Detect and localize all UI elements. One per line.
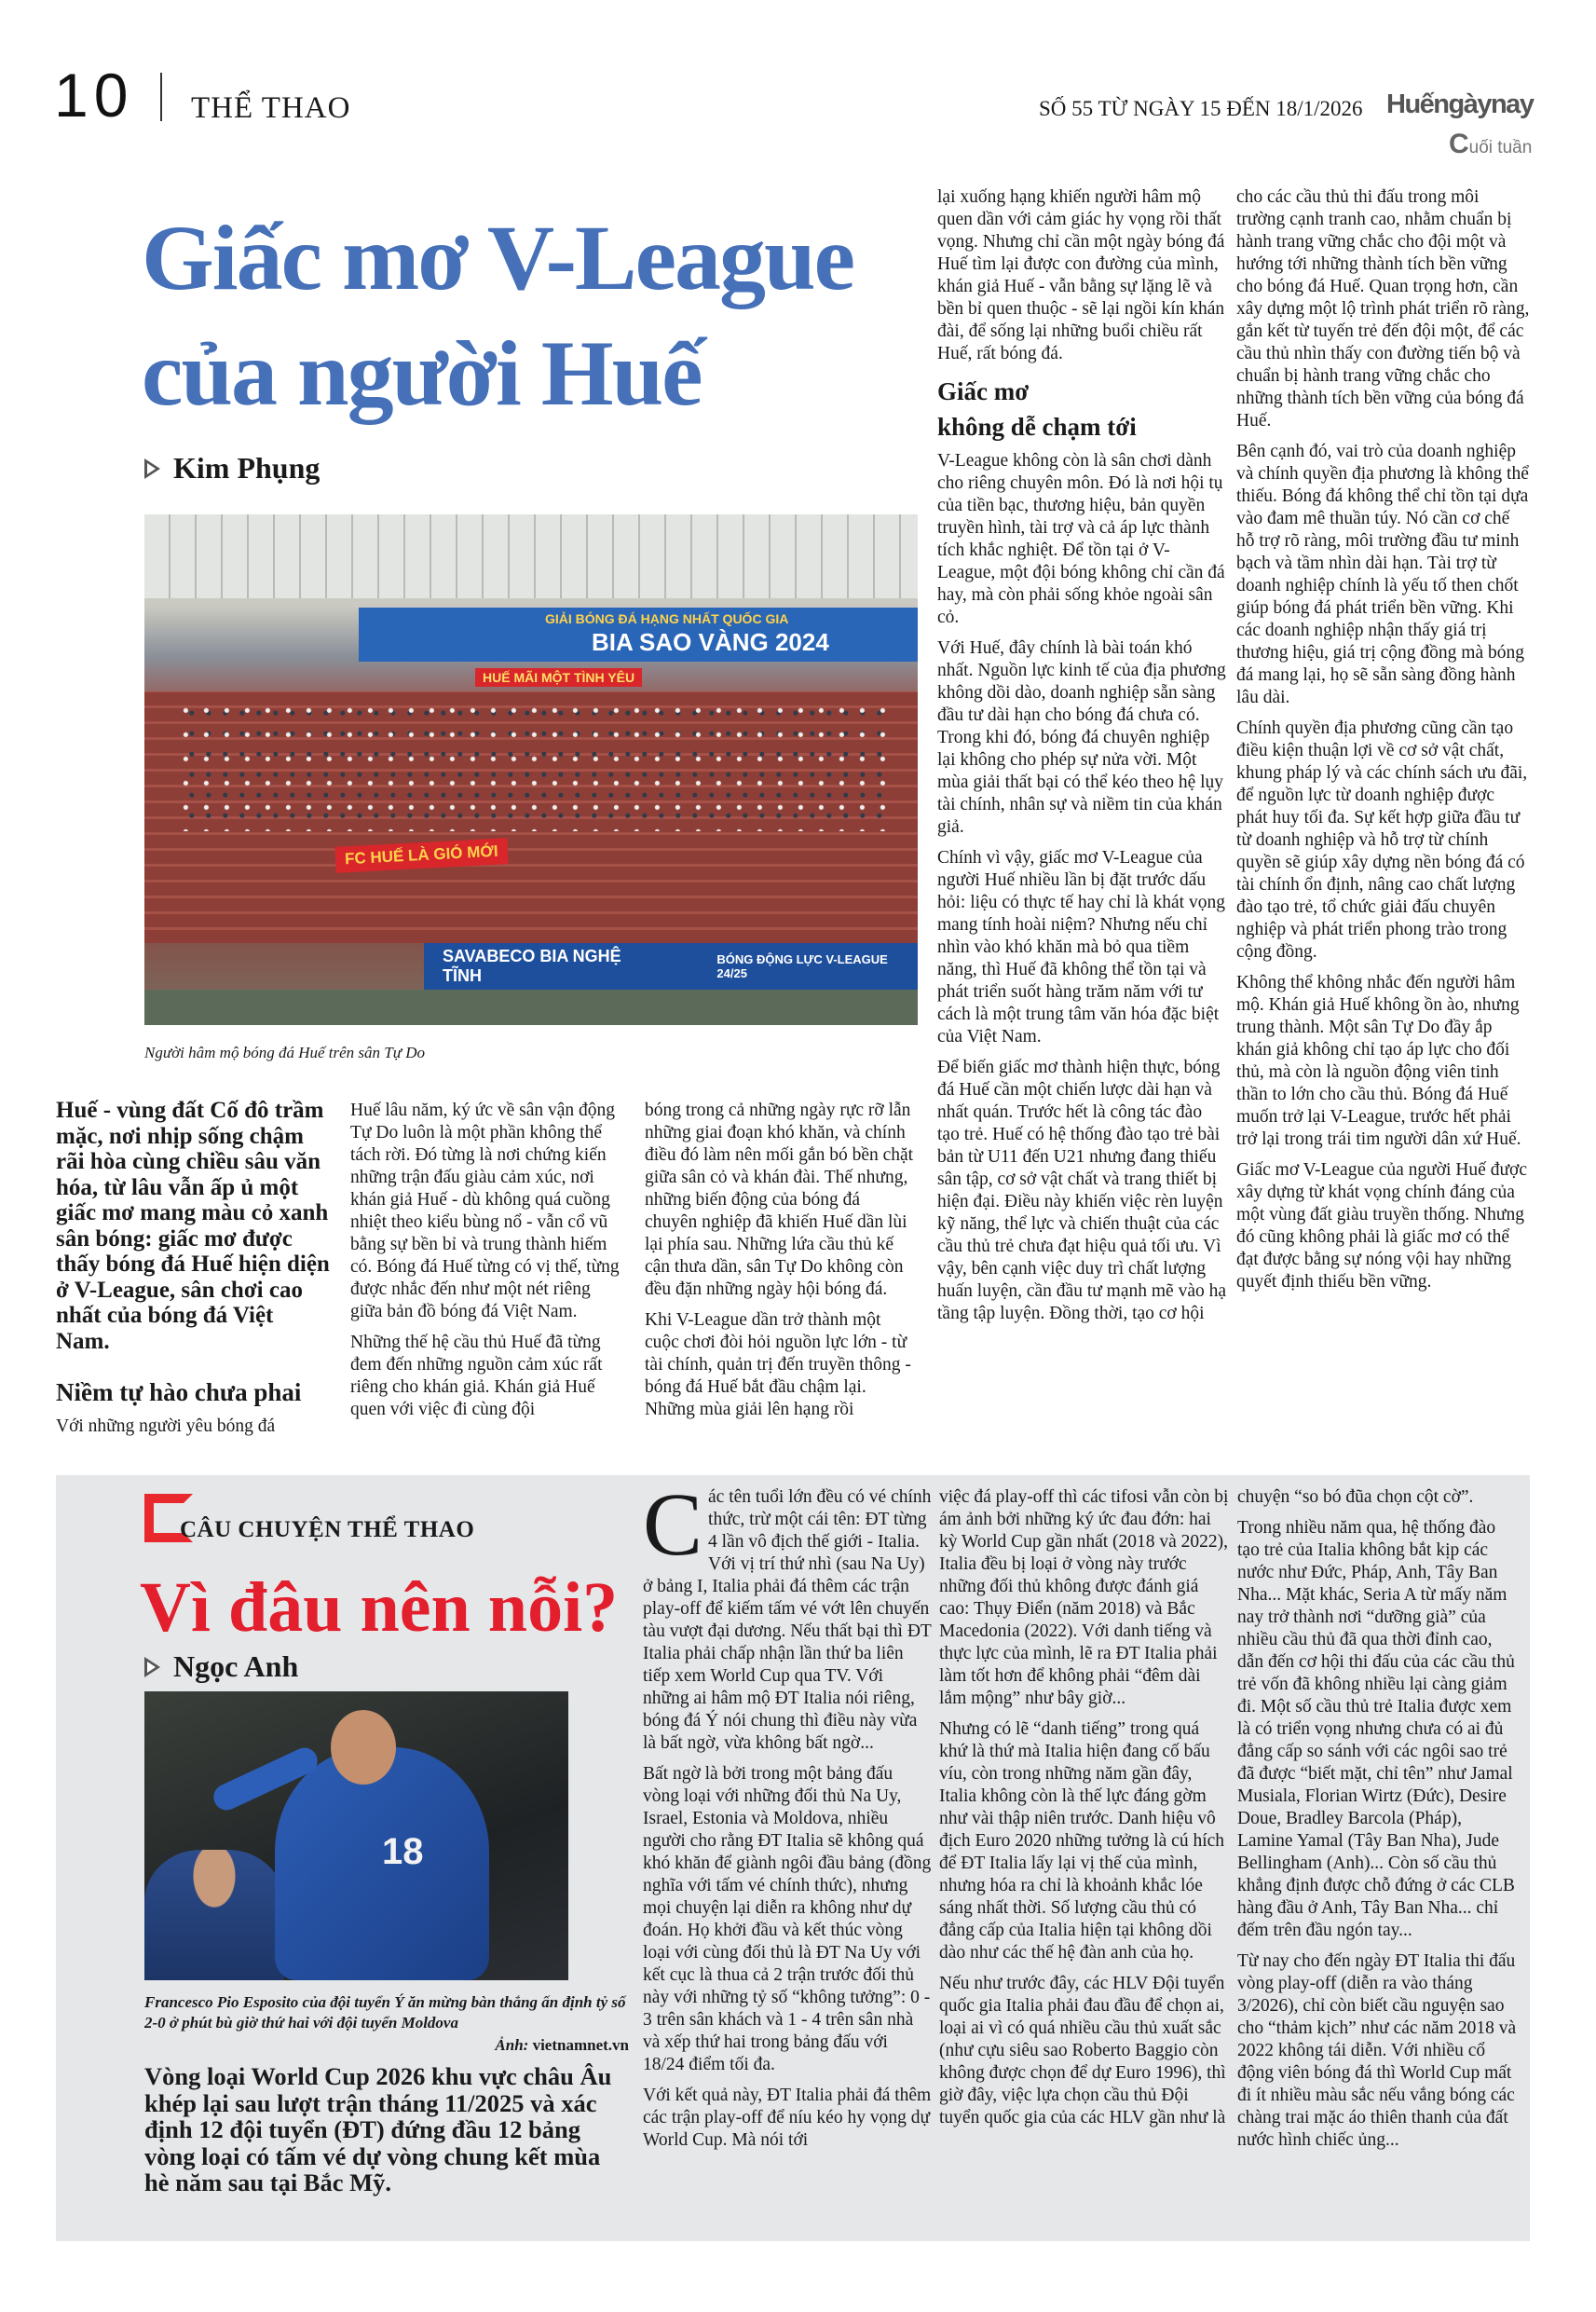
byline-triangle-icon: [144, 458, 160, 479]
paragraph-text: ác tên tuổi lớn đều có vé chính thức, trừ một cái tên: ĐT từng 4 lần vô địch thế giới - Italia. Với vị trí thứ nhì (sau Na Uy) ở bảng I, Italia phải đá thêm các trận play-off để kiếm tấm vé vớt lên chuyến tàu vượt đại dương. Nếu thất bại thì ĐT Italia phải chấp nhận lần thứ ba liên tiếp xem World Cup qua TV. Với những ai hâm mộ ĐT Italia nói riêng, bóng đá Ý nói chung thì điều này vừa là bất ngờ, vừa không bất ngờ...: [643, 1487, 932, 1753]
newspaper-logo-sub: [1449, 129, 1532, 160]
article2-column-2: [939, 1486, 1230, 2138]
paragraph: Giấc mơ V-League của người Huế được xây dựng từ khát vọng chính đáng của một vùng đất giàu truyền thống. Nhưng đó cũng không phải là giấc mơ có thể đạt được bằng sự nóng vội hay những quyết định thiếu bền vững.: [1236, 1160, 1527, 1292]
paragraph: Để biến giấc mơ thành hiện thực, bóng đá Huế cần một chiến lược dài hạn và nhất quán. Trước hết là công tác đào tạo trẻ. Huế có hệ thống đào tạo trẻ bài bản từ U11 đến U21 nhưng đang thiếu sân tập, cơ sở vật chất và trang thiết bị hiện đại. Điều này khiến việc rèn luyện kỹ năng, thể lực và chiến thuật của các cầu thủ trẻ chưa đạt hiệu quả tối ưu. Vì vậy, bên cạnh việc duy trì chất lượng huấn luyện, cần đầu tư mạnh mẽ vào hạ tầng tập luyện. Đồng thời, tạo cơ hội: [937, 1058, 1227, 1323]
article1-column-1: [56, 1098, 331, 1438]
paragraph: Khi V-League dần trở thành một cuộc chơi đòi hỏi nguồn lực lớn - từ tài chính, quản trị đến truyền thông - bóng đá Huế bắt đầu chậm lại. Những mùa giải lên hạng rồi: [645, 1310, 911, 1419]
column-4-body: [937, 450, 1226, 1325]
player-head: [331, 1710, 396, 1785]
article2-column-3: [1237, 1486, 1521, 2160]
author-name: Ngọc Anh: [173, 1649, 299, 1683]
article2-left-text: [144, 1992, 629, 2196]
subheading: Niềm tự hào chưa phai: [56, 1378, 302, 1406]
paragraph: lại xuống hạng khiến người hâm mộ quen dần với cảm giác hy vọng rồi thất vọng. Nhưng chỉ cần một ngày bóng đá Huế tìm lại được con đường của mình, khán giả Huế - vẫn bằng sự lặng lẽ và bền bỉ quen thuộc - sẽ lại ngồi kín khán đài, để sống lại những buổi chiều rất Huế, rất bóng đá.: [937, 187, 1225, 363]
subheading-line-2: không dễ chạm tới: [937, 413, 1137, 441]
drop-cap: C: [643, 1474, 703, 1574]
header-divider: [160, 73, 162, 121]
paragraph: Bất ngờ là bởi trong một bảng đấu vòng loại với những đối thủ Na Uy, Israel, Estonia và Moldova, nhiều người cho rằng ĐT Italia sẽ không quá khó khăn để giành ngôi đầu bảng (đồng nghĩa với tấm vé chính thức), nhưng mọi chuyện lại diễn ra không như dự đoán. Họ khởi đầu và kết thúc vòng loại với cùng đối thủ là ĐT Na Uy với kết cục là thua cả 2 trận trước đối thủ này với những tỷ số “không tưởng”: 0 - 3 trên sân khách và 1 - 4 trên sân nhà và xếp thứ hai trong bảng đấu với 18/24 điểm tối đa.: [643, 1764, 932, 2074]
paragraph: Trong nhiều năm qua, hệ thống đào tạo trẻ của Italia không bắt kịp các nước như Đức, Pháp, Anh, Tây Ban Nha... Mặt khác, Seria A từ mấy năm nay trở thành nơi “dưỡng già” của nhiều cầu thủ đã qua thời đỉnh cao, dẫn đến cơ hội thi đấu của các cầu thủ trẻ vốn đã không nhiều lại càng giảm đi. Một số cầu thủ trẻ Italia được xem là có triển vọng nhưng chưa có ai đủ đẳng cấp so sánh với các ngôi sao trẻ đã được “biết mặt, chỉ tên” như Jamal Musiala, Florian Wirtz (Đức), Desire Doue, Bradley Barcola (Pháp), Lamine Yamal (Tây Ban Nha), Jude Bellingham (Anh)... Còn số cầu thủ khẳng định được chỗ đứng ở các CLB hàng đầu ở Anh, Tây Ban Nha... chỉ đếm trên đầu ngón tay...: [1237, 1518, 1515, 1940]
stadium-photo: [144, 514, 918, 1025]
paragraph: Chính quyền địa phương cũng cần tạo điều kiện thuận lợi về cơ sở vật chất, khung pháp lý và các chính sách ưu đãi, để nguồn lực từ doanh nghiệp được phát huy tối đa. Sự kết hợp giữa đầu tư từ doanh nghiệp và hỗ trợ từ chính quyền sẽ giúp xây dựng nền bóng đá có tài chính ổn định, nâng cao chất lượng đào tạo trẻ, tổ chức giải đấu chuyên nghiệp và phát triển phong trào trong cộng đồng.: [1236, 718, 1528, 962]
article1-column-3: [645, 1100, 917, 1430]
byline: [144, 451, 320, 486]
photo-credit-label: Ảnh:: [495, 2036, 529, 2054]
paragraph: [643, 1474, 932, 1755]
crowd: [182, 701, 890, 831]
fan-banner: HUẾ MÃI MỘT TÌNH YÊU: [475, 668, 642, 687]
paragraph: Nhưng có lẽ “danh tiếng” trong quá khứ là thứ mà Italia hiện đang cố bấu víu, còn trong những năm gần đây, Italia không còn là thế lực đáng gờm như vài thập niên trước. Danh hiệu vô địch Euro 2020 những tưởng là cú hích để ĐT Italia lấy lại vị thế của mình, nhưng hóa ra chỉ là khoảnh khắc lóe sáng nhất thời. Số lượng cầu thủ có đẳng cấp của Italia hiện tại không dồi dào như các thế hệ đàn anh của họ.: [939, 1719, 1225, 1963]
kicker-label: CÂU CHUYỆN THỂ THAO: [180, 1517, 475, 1542]
logo-sub-text: uối tuần: [1468, 138, 1533, 157]
paragraph: Bên cạnh đó, vai trò của doanh nghiệp và chính quyền địa phương là không thể thiếu. Bóng đá không thể chỉ tồn tại dựa vào đam mê thuần túy. Nó cần cơ chế hỗ trợ rõ ràng, môi trường đầu tư minh bạch và tầm nhìn dài hạn. Tài trợ từ doanh nghiệp chính là yếu tố then chốt giúp bóng đá phát triển bền vững. Khi các doanh nghiệp nhận thấy giá trị thương hiệu, giá trị cộng đồng mà bóng đá mang lại, họ sẽ sẵn sàng đồng hành lâu dài.: [1236, 442, 1529, 707]
pitch-edge: [144, 990, 918, 1025]
title-line-1: Giấc mơ V-League: [142, 206, 853, 309]
jersey-number: 18: [382, 1831, 424, 1872]
paragraph: Từ nay cho đến ngày ĐT Italia thi đấu vòng play-off (diễn ra vào tháng 3/2026), chỉ còn biết cầu nguyện sao cho “thảm kịch” như các năm 2018 và 2022 không tái diễn. Với nhiều cổ động viên bóng đá thì World Cup mất đi ít nhiều màu sắc nếu vắng bóng các chàng trai mặc áo thiên thanh của đất nước hình chiếc ủng...: [1237, 1951, 1517, 2150]
player-photo: [144, 1691, 568, 1980]
paragraph: Với kết quả này, ĐT Italia phải đá thêm các trận play-off để níu kéo hy vọng dự World Cup. Mà nói tới: [643, 2086, 932, 2150]
photo-credit: [144, 2035, 629, 2056]
page-number: 10: [54, 61, 134, 130]
logo-sub-initial: C: [1449, 129, 1469, 159]
paragraph: bóng trong cả những ngày rực rỡ lẫn những giai đoạn khó khăn, và chính điều đó làm nên mối gắn bó bền chặt giữa sân cỏ và khán đài. Thế nhưng, những biến động của bóng đá chuyên nghiệp đã khiến Huế dần lùi lại phía sau. Những lứa cầu thủ kế cận thưa dần, sân Tự Do không còn đều đặn những ngày hội bóng đá.: [645, 1101, 914, 1299]
title-line-2: của người Huế: [142, 321, 702, 425]
fan-flag: FC HUẾ LÀ GIÓ MỚI: [334, 838, 508, 873]
paragraph: V-League không còn là sân chơi dành cho riêng chuyên môn. Đó là nơi hội tụ của tiền bạc, thương hiệu, bản quyền truyền hình, tài trợ và cả áp lực thành tích khắc nghiệt. Để tồn tại ở V-League, một đội bóng không chỉ cần đá hay, mà còn phải sống khỏe ngoài sân cỏ.: [937, 451, 1225, 627]
photo-caption: Người hâm mộ bóng đá Huế trên sân Tự Do: [144, 1044, 426, 1061]
ad-board-text-1: SAVABECO BIA NGHỆ TĨNH: [443, 947, 621, 985]
article-lead: Huế - vùng đất Cố đô trầm mặc, nơi nhịp sống chậm rãi hòa cùng chiều sâu văn hóa, từ lâu vẫn ấp ủ một giấc mơ mang màu cỏ xanh sân bóng: giấc mơ được thấy bóng đá Huế hiện diện ở V-League, sân chơi cao nhất của bóng đá Việt Nam.: [56, 1098, 330, 1354]
article-title: [142, 200, 934, 431]
stadium-roof: [144, 514, 918, 598]
paragraph: Với những người yêu bóng đá: [56, 1416, 276, 1436]
subheading: [937, 374, 1226, 445]
paragraph: Nếu như trước đây, các HLV Đội tuyển quốc gia Italia phải đau đầu để chọn ai, loại ai vì có quá nhiều cầu thủ xuất sắc (như cựu siêu sao Roberto Baggio còn không được chọn để dự Euro 1996), thì giờ đây, việc lựa chọn cầu thủ Đội tuyển quốc gia của các HLV gần như là: [939, 1974, 1226, 2127]
photo2-caption: Francesco Pio Esposito của đội tuyển Ý ăn mừng bàn thắng ấn định tỷ số 2-0 ở phút bù giờ thứ hai với đội tuyển Moldova: [144, 1993, 626, 2032]
paragraph: chuyện “so bó đũa chọn cột cờ”.: [1237, 1487, 1474, 1507]
section-name: THỂ THAO: [191, 91, 351, 125]
paragraph: Với Huế, đây chính là bài toán khó nhất. Nguồn lực kinh tế của địa phương không dồi dào, doanh nghiệp sẵn sàng đầu tư dài hạn cho bóng đá chưa có. Trong khi đó, bóng đá chuyên nghiệp lại không cho phép sự nửa vời. Một mùa giải thất bại có thể kéo theo hệ lụy tài chính, nhân sự và niềm tin của khán giả.: [937, 638, 1226, 837]
banner-league: GIẢI BÓNG ĐÁ HẠNG NHẤT QUỐC GIA: [545, 611, 789, 626]
paragraph: Chính vì vậy, giấc mơ V-League của người Huế nhiều lần bị đặt trước dấu hỏi: liệu có thực tế hay chỉ là khát vọng mang tính hoài niệm? Nhưng nếu chỉ nhìn vào khó khăn mà bỏ qua tiềm năng, thì Huế đã không thể tồn tại và phát triển suốt hàng trăm năm với tư cách là một trung tâm văn hóa đặc biệt của Việt Nam.: [937, 848, 1225, 1047]
photo-credit-source: vietnamnet.vn: [532, 2036, 629, 2054]
issue-info: SỐ 55 TỪ NGÀY 15 ĐẾN 18/1/2026: [1039, 97, 1363, 120]
author-name: Kim Phụng: [173, 451, 321, 485]
paragraph: Không thể không nhắc đến người hâm mộ. Khán giả Huế không ồn ào, nhưng trung thành. Một sân Tự Do đầy ắp khán giả không chỉ tạo áp lực cho đối thủ, mà còn là nguồn động viên tinh thần to lớn cho cầu thủ. Bóng đá Huế muốn trở lại V-League, trước hết phải trở lại trong trái tim người dân xứ Huế.: [1236, 973, 1521, 1149]
article1-column-5: [1236, 186, 1530, 1302]
subheading-line-1: Giấc mơ: [937, 377, 1030, 405]
ad-board-text-2: BÓNG ĐỘNG LỰC V-LEAGUE 24/25: [716, 952, 888, 980]
paragraph: cho các cầu thủ thi đấu trong môi trường cạnh tranh cao, nhằm chuẩn bị hành trang vững chắc cho đội một và hướng tới những thành tích bền vững cho bóng đá Huế. Quan trọng hơn, cần xây dựng một lộ trình phát triển rõ ràng, gắn kết từ tuyến trẻ đến đội một, để các cầu thủ nhìn thấy con đường tiến bộ và chuẩn bị hành trang vững chắc cho những thành tích bền vững của bóng đá Huế.: [1236, 187, 1530, 431]
sponsor-banner: [359, 608, 918, 662]
article2-column-1: [643, 1474, 932, 2160]
article2-byline: [144, 1649, 298, 1684]
paragraph: Những thế hệ cầu thủ Huế đã từng đem đến những nguồn cảm xúc rất riêng cho khán giả. Khán giả Huế quen với việc đi cùng đội: [350, 1333, 603, 1419]
article2-title: Vì đâu nên nỗi?: [140, 1568, 619, 1647]
paragraph: việc đá play-off thì các tifosi vẫn còn bị ám ảnh bởi những ký ức đau đớn: hai kỳ World Cup gần nhất (2018 và 2022), Italia đều bị loại ở vòng này trước những đối thủ không được đánh giá cao: Thụy Điển (năm 2018) và Bắc Macedonia (2022). Với danh tiếng và thực lực của mình, lẽ ra ĐT Italia phải làm tốt hơn để không phải “đêm dài lắm mộng” như bây giờ...: [939, 1487, 1229, 1708]
article1-column-2: [350, 1100, 622, 1430]
article2-lead: Vòng loại World Cup 2026 khu vực châu Âu khép lại sau lượt trận tháng 11/2025 và xác định 12 đội tuyển (ĐT) đứng đầu 12 bảng vòng loại có tấm vé dự vòng chung kết mùa hè năm sau tại Bắc Mỹ.: [144, 2062, 612, 2196]
byline-triangle-icon: [144, 1657, 160, 1677]
ad-board: [424, 943, 918, 990]
column-1-body: [643, 1763, 932, 2152]
banner-sponsor: BIA SAO VÀNG 2024: [592, 628, 829, 656]
article1-column-4: [937, 186, 1226, 1334]
newspaper-logo: Huếngàynay: [1386, 89, 1534, 119]
background-player: [144, 1850, 284, 1980]
paragraph: Huế lâu năm, ký ức về sân vận động Tự Do luôn là một phần không thể tách rời. Đó từng là nơi chứng kiến những trận đấu giàu cảm xúc, nơi khán giả Huế - dù không quá cuồng nhiệt theo kiểu bùng nổ - vẫn cổ vũ bằng sự bền bỉ và trung thành hiếm có. Bóng đá Huế từng có vị thế, từng được nhắc đến như một nét riêng giữa bản đồ bóng đá Việt Nam.: [350, 1101, 620, 1321]
